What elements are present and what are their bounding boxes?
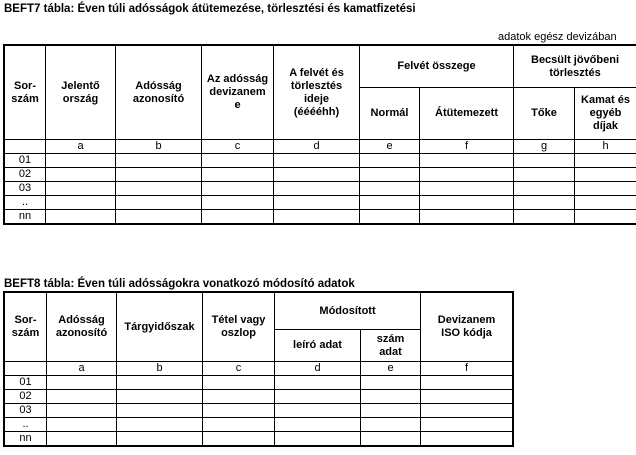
beft7-header-atutemezett: Átütemezett (420, 88, 514, 140)
beft7-data-cell[interactable] (116, 196, 202, 210)
beft7-data-cell[interactable] (575, 182, 636, 196)
beft7-data-cell[interactable] (202, 210, 274, 224)
beft7-row-number: .. (5, 196, 46, 210)
beft7-data-cell[interactable] (274, 196, 360, 210)
beft7-data-cell[interactable] (202, 196, 274, 210)
beft8-data-cell[interactable] (47, 376, 117, 390)
beft7-data-cell[interactable] (46, 154, 116, 168)
beft8-data-cell[interactable] (117, 432, 203, 446)
beft7-data-cell[interactable] (46, 196, 116, 210)
beft7-data-cell[interactable] (116, 210, 202, 224)
beft7-header-normal: Normál (360, 88, 420, 140)
beft8-data-cell[interactable] (203, 418, 275, 432)
beft7-data-cell[interactable] (116, 182, 202, 196)
beft7-data-cell[interactable] (360, 182, 420, 196)
beft7-header-ido: A felvét és törlesztés ideje (ééééhh) (274, 46, 360, 140)
beft8-header-targyidoszak: Tárgyidőszak (117, 293, 203, 362)
beft8-row-number: 03 (5, 404, 47, 418)
beft7-row-number: 02 (5, 168, 46, 182)
beft8-data-cell[interactable] (117, 390, 203, 404)
beft8-code-f: f (421, 362, 513, 376)
beft7-row-number: 03 (5, 182, 46, 196)
beft8-data-cell[interactable] (421, 404, 513, 418)
beft7-header-felvet-osszege: Felvét összege (360, 46, 514, 88)
beft7-row-number: nn (5, 210, 46, 224)
beft7-code-a: a (46, 140, 116, 154)
beft8-header-tetel: Tétel vagy oszlop (203, 293, 275, 362)
beft7-data-cell[interactable] (202, 168, 274, 182)
beft8-table (4, 292, 513, 446)
beft8-code-c: c (203, 362, 275, 376)
beft7-header-orszag: Jelentő ország (46, 46, 116, 140)
beft7-data-cell[interactable] (575, 168, 636, 182)
beft8-code-e: e (361, 362, 421, 376)
beft8-row-number: .. (5, 418, 47, 432)
beft7-data-cell[interactable] (420, 182, 514, 196)
beft8-data-cell[interactable] (203, 376, 275, 390)
beft8-header-leiro: leíró adat (275, 330, 361, 362)
beft8-header-azonosito: Adósság azonosító (47, 293, 117, 362)
beft7-data-cell[interactable] (575, 210, 636, 224)
beft8-data-cell[interactable] (361, 390, 421, 404)
beft8-code-b: b (117, 362, 203, 376)
beft8-row-number: nn (5, 432, 47, 446)
beft7-data-cell[interactable] (46, 210, 116, 224)
beft7-code-blank (5, 140, 46, 154)
beft8-header-iso: Devizanem ISO kódja (421, 293, 513, 362)
beft7-data-cell[interactable] (514, 210, 575, 224)
beft7-data-cell[interactable] (360, 168, 420, 182)
beft8-code-a: a (47, 362, 117, 376)
beft8-data-row (5, 390, 513, 404)
beft7-code-g: g (514, 140, 575, 154)
beft7-data-cell[interactable] (274, 182, 360, 196)
beft8-data-cell[interactable] (117, 376, 203, 390)
beft8-data-row (5, 432, 513, 446)
beft8-data-cell[interactable] (203, 390, 275, 404)
beft8-data-cell[interactable] (361, 404, 421, 418)
beft8-header-szam: szám adat (361, 330, 421, 362)
beft7-data-cell[interactable] (46, 182, 116, 196)
beft8-data-cell[interactable] (361, 376, 421, 390)
beft7-code-e: e (360, 140, 420, 154)
beft8-data-cell[interactable] (47, 390, 117, 404)
beft7-row-number: 01 (5, 154, 46, 168)
beft7-data-cell[interactable] (420, 210, 514, 224)
beft8-header-modositott: Módosított (275, 293, 421, 330)
beft8-data-cell[interactable] (203, 432, 275, 446)
beft8-data-cell[interactable] (275, 376, 361, 390)
beft7-data-cell[interactable] (514, 182, 575, 196)
beft8-data-cell[interactable] (361, 418, 421, 432)
beft8-data-cell[interactable] (117, 418, 203, 432)
beft7-data-cell[interactable] (46, 168, 116, 182)
beft7-data-row (5, 168, 636, 182)
beft8-data-cell[interactable] (361, 432, 421, 446)
beft7-header-azonosito: Adósság azonosító (116, 46, 202, 140)
beft8-code-blank (5, 362, 47, 376)
beft7-header-devizanem: Az adósság devizanem e (202, 46, 274, 140)
beft7-data-cell[interactable] (274, 210, 360, 224)
beft7-header-toke: Tőke (514, 88, 575, 140)
beft7-data-cell[interactable] (274, 168, 360, 182)
beft7-header-becsult: Becsült jövőbeni törlesztés (514, 46, 636, 88)
beft8-data-cell[interactable] (117, 404, 203, 418)
beft7-data-cell[interactable] (116, 154, 202, 168)
beft7-data-cell[interactable] (202, 182, 274, 196)
beft7-unit-note: adatok egész devizában (498, 31, 617, 43)
beft8-data-cell[interactable] (421, 432, 513, 446)
beft8-data-cell[interactable] (275, 418, 361, 432)
beft7-data-cell[interactable] (420, 154, 514, 168)
beft8-data-cell[interactable] (275, 432, 361, 446)
beft7-table (4, 45, 636, 224)
beft7-data-cell[interactable] (274, 154, 360, 168)
beft7-data-cell[interactable] (202, 154, 274, 168)
beft7-data-row (5, 210, 636, 224)
beft7-data-row (5, 196, 636, 210)
beft7-data-cell[interactable] (360, 210, 420, 224)
beft8-data-cell[interactable] (203, 404, 275, 418)
beft7-data-cell[interactable] (514, 196, 575, 210)
beft7-data-cell[interactable] (420, 196, 514, 210)
beft8-data-cell[interactable] (47, 432, 117, 446)
beft7-data-row (5, 182, 636, 196)
beft7-data-cell[interactable] (514, 168, 575, 182)
beft7-code-h: h (575, 140, 636, 154)
beft7-code-d: d (274, 140, 360, 154)
beft8-data-cell[interactable] (47, 404, 117, 418)
beft7-data-cell[interactable] (514, 154, 575, 168)
beft7-title: BEFT7 tábla: Éven túli adósságok átütemezése, törlesztési és kamatfizetési (4, 3, 416, 15)
beft7-code-c: c (202, 140, 274, 154)
beft8-data-row (5, 404, 513, 418)
beft8-data-cell[interactable] (421, 376, 513, 390)
beft8-row-number: 02 (5, 390, 47, 404)
beft8-data-cell[interactable] (275, 390, 361, 404)
beft7-data-cell[interactable] (360, 196, 420, 210)
beft8-data-row (5, 376, 513, 390)
beft7-data-cell[interactable] (575, 196, 636, 210)
beft7-code-b: b (116, 140, 202, 154)
beft7-data-cell[interactable] (116, 168, 202, 182)
beft8-header-sorszam: Sor- szám (5, 293, 47, 362)
beft8-data-cell[interactable] (421, 390, 513, 404)
beft7-code-f: f (420, 140, 514, 154)
beft7-data-cell[interactable] (360, 154, 420, 168)
beft8-title: BEFT8 tábla: Éven túli adósságokra vonatkozó módosító adatok (4, 278, 355, 290)
beft7-data-cell[interactable] (420, 168, 514, 182)
beft7-data-row (5, 154, 636, 168)
beft8-data-row (5, 418, 513, 432)
beft7-data-cell[interactable] (575, 154, 636, 168)
beft7-header-kamat: Kamat és egyéb díjak (575, 88, 636, 140)
beft7-header-sorszam: Sor- szám (5, 46, 46, 140)
beft8-code-d: d (275, 362, 361, 376)
beft8-row-number: 01 (5, 376, 47, 390)
beft8-data-cell[interactable] (421, 418, 513, 432)
beft8-data-cell[interactable] (275, 404, 361, 418)
beft8-data-cell[interactable] (47, 418, 117, 432)
